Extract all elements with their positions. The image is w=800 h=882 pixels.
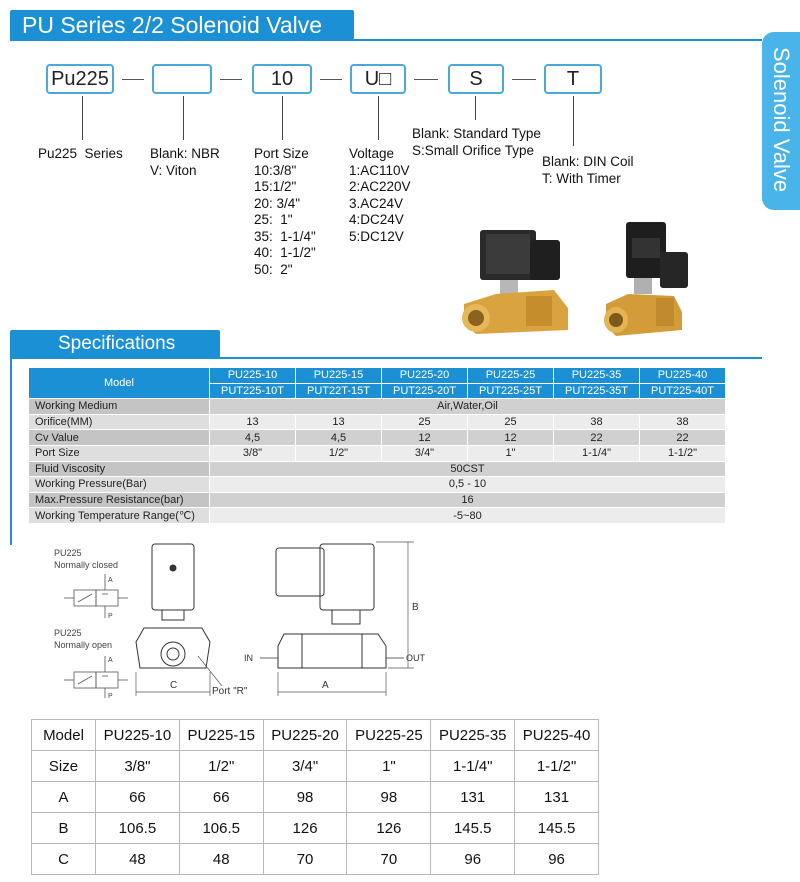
spec-cell: 1-1/2" [640, 446, 725, 461]
valve-side-view [276, 544, 386, 668]
spec-row-viscosity [29, 462, 725, 477]
nc-port-a: A [108, 577, 113, 584]
spec-model-top: PU225-25 [468, 368, 553, 383]
dims-cell: 70 [263, 844, 347, 875]
dims-cell: 96 [515, 844, 599, 875]
dims-row-size [32, 751, 599, 782]
spec-cell: 38 [554, 415, 639, 430]
spec-cell: 1-1/4" [554, 446, 639, 461]
spec-cell: 13 [210, 415, 295, 430]
code-box-type: S [448, 64, 504, 94]
dims-cell: 3/4" [263, 751, 347, 782]
spec-row-label: Port Size [29, 446, 209, 461]
side-tab-label: Solenoid Valve [769, 47, 794, 193]
spec-cell: 25 [468, 415, 553, 430]
no-title: PU225 [54, 628, 82, 638]
spec-cell: 12 [468, 430, 553, 445]
spec-row-label: Fluid Viscosity [29, 462, 209, 477]
spec-model-bottom: PUT225-40T [640, 384, 725, 399]
dims-header-row [32, 720, 599, 751]
spec-model-bottom: PUT225-35T [554, 384, 639, 399]
spec-cell: 13 [296, 415, 381, 430]
nc-port-p: P [108, 613, 113, 620]
dims-cell: 3/8" [96, 751, 180, 782]
dims-cell: 145.5 [431, 813, 515, 844]
series-label: Pu225 Series [38, 146, 123, 161]
spec-cell: 16 [210, 493, 725, 508]
leader-line [183, 96, 184, 140]
dims-cell: 131 [431, 782, 515, 813]
dims-cell: 126 [347, 813, 431, 844]
leader-line [378, 96, 379, 140]
dims-row-b [32, 813, 599, 844]
spec-row-temperature [29, 508, 725, 523]
code-box-port: 10 [252, 64, 312, 94]
nc-title: PU225 [54, 548, 82, 558]
spec-model-top: PU225-40 [640, 368, 725, 383]
dims-cell: C [32, 844, 96, 875]
dims-cell: PU225-20 [263, 720, 347, 751]
no-valve-symbol [64, 656, 128, 698]
dimensions-table [31, 719, 599, 875]
spec-model-bottom: PUT225-25T [468, 384, 553, 399]
dims-cell: 106.5 [179, 813, 263, 844]
nc-valve-symbol [64, 574, 128, 618]
dims-row-a [32, 782, 599, 813]
spec-cell: 12 [382, 430, 467, 445]
dims-cell: Size [32, 751, 96, 782]
coil-label: Blank: DIN Coil T: With Timer [542, 154, 634, 186]
dims-cell: 106.5 [96, 813, 180, 844]
dimension-c [136, 656, 222, 696]
specifications-table [28, 367, 726, 524]
spec-cell: 4,5 [210, 430, 295, 445]
code-box-coil: T [544, 64, 602, 94]
spec-row-label: Cv Value [29, 430, 209, 445]
spec-row-label: Max.Pressure Resistance(bar) [29, 493, 209, 508]
dims-cell: 66 [96, 782, 180, 813]
dims-cell: PU225-15 [179, 720, 263, 751]
spec-row-label: Working Medium [29, 399, 209, 414]
spec-cell: 22 [640, 430, 725, 445]
code-dash [320, 79, 342, 80]
spec-cell: 1/2" [296, 446, 381, 461]
dims-cell: PU225-25 [347, 720, 431, 751]
spec-cell: 3/8" [210, 446, 295, 461]
dims-cell: 98 [347, 782, 431, 813]
port-size-label: Port Size 10:3/8" 15:1/2" 20: 3/4" 25: 1" 35: 1-1/4" 40: 1-1/2" 50: 2" [254, 146, 316, 277]
spec-cell: 0,5 - 10 [210, 477, 725, 492]
spec-cell: 38 [640, 415, 725, 430]
out-label: OUT [406, 653, 425, 663]
valve-front-view [136, 544, 210, 668]
dims-cell: 145.5 [515, 813, 599, 844]
type-label: Blank: Standard Type S:Small Orifice Type [412, 126, 541, 158]
dims-cell: 1" [347, 751, 431, 782]
dims-cell: 131 [515, 782, 599, 813]
spec-model-bottom: PUT225-20T [382, 384, 467, 399]
code-dash [414, 79, 438, 80]
leader-line [573, 96, 574, 146]
no-port-a: A [108, 657, 113, 664]
dims-cell: Model [32, 720, 96, 751]
spec-model-top: PU225-20 [382, 368, 467, 383]
dims-cell: 70 [347, 844, 431, 875]
code-dash [220, 79, 242, 80]
spec-cell: 25 [382, 415, 467, 430]
no-subtitle: Normally open [54, 640, 113, 650]
spec-row-cv [29, 430, 725, 445]
dims-cell: 48 [96, 844, 180, 875]
spec-row-pressure [29, 477, 725, 492]
dims-cell: A [32, 782, 96, 813]
spec-cell: -5~80 [210, 508, 725, 523]
code-dash [512, 79, 536, 80]
spec-model-bottom: PUT225-10T [210, 384, 295, 399]
spec-row-port [29, 446, 725, 461]
spec-model-top: PU225-35 [554, 368, 639, 383]
dims-cell: PU225-40 [515, 720, 599, 751]
dims-cell: PU225-35 [431, 720, 515, 751]
valve-standard-image [462, 230, 568, 334]
dims-cell: 66 [179, 782, 263, 813]
leader-line [475, 96, 476, 120]
dims-cell: B [32, 813, 96, 844]
no-port-p: P [108, 693, 113, 700]
valve-timer-image [604, 222, 688, 336]
spec-cell: 4,5 [296, 430, 381, 445]
spec-model-top: PU225-15 [296, 368, 381, 383]
spec-cell: Air,Water,Oil [210, 399, 725, 414]
code-box-seal [152, 64, 212, 94]
page-title: PU Series 2/2 Solenoid Valve [22, 12, 323, 38]
dim-b-label: B [412, 602, 419, 613]
spec-model-top: PU225-10 [210, 368, 295, 383]
dimension-diagram [30, 538, 450, 704]
spec-header-row [29, 368, 725, 383]
spec-model-bottom: PUT22T-15T [296, 384, 381, 399]
dims-cell: 1-1/4" [431, 751, 515, 782]
dimension-a [278, 672, 386, 696]
dims-cell: 1/2" [179, 751, 263, 782]
spec-model-header: Model [29, 368, 209, 398]
dims-row-c [32, 844, 599, 875]
dims-cell: 96 [431, 844, 515, 875]
spec-cell: 1" [468, 446, 553, 461]
spec-rule [10, 357, 762, 359]
seal-label: Blank: NBR V: Viton [150, 146, 220, 178]
spec-row-label: Orifice(MM) [29, 415, 209, 430]
spec-row-medium [29, 399, 725, 414]
spec-cell: 50CST [210, 462, 725, 477]
code-box-voltage: U□ [350, 64, 406, 94]
spec-side-rule [10, 357, 12, 545]
specifications-title: Specifications [10, 330, 220, 358]
voltage-label: Voltage 1:AC110V 2:AC220V 3.AC24V 4:DC24V 5:DC12V [349, 146, 411, 244]
dim-c-label: C [170, 680, 178, 691]
dims-cell: PU225-10 [96, 720, 180, 751]
dims-cell: 1-1/2" [515, 751, 599, 782]
dims-cell: 98 [263, 782, 347, 813]
spec-row-label: Working Pressure(Bar) [29, 477, 209, 492]
nc-subtitle: Normally closed [54, 560, 119, 570]
dims-cell: 126 [263, 813, 347, 844]
dim-a-label: A [322, 680, 329, 691]
valve-product-photo [456, 218, 756, 340]
title-rule [10, 39, 762, 41]
leader-line [82, 96, 83, 140]
spec-cell: 22 [554, 430, 639, 445]
leader-line [282, 96, 283, 140]
spec-cell: 3/4" [382, 446, 467, 461]
port-r-label: Port "R" [212, 686, 248, 697]
dimension-b [376, 542, 414, 668]
dims-cell: 48 [179, 844, 263, 875]
code-dash [122, 79, 144, 80]
spec-row-label: Working Temperature Range(℃) [29, 508, 209, 523]
in-label: IN [244, 653, 253, 663]
code-box-series: Pu225 [46, 64, 114, 94]
spec-row-max-pressure [29, 493, 725, 508]
spec-row-orifice [29, 415, 725, 430]
